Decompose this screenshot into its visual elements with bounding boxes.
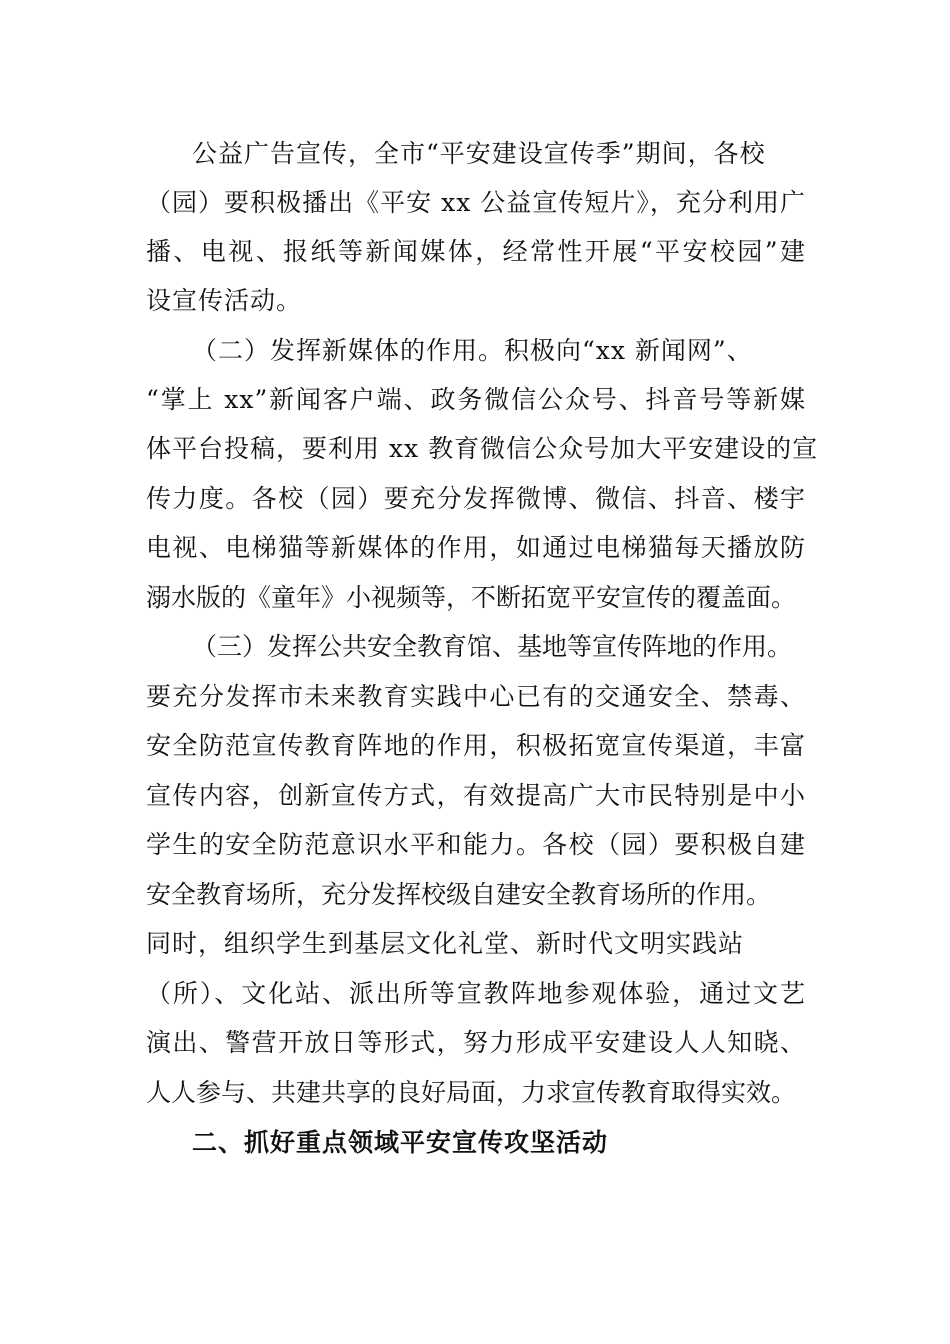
paragraph-line: 电视、电梯猫等新媒体的作用，如通过电梯猫每天播放防	[146, 533, 806, 562]
paragraph-line: 安全教育场所，充分发挥校级自建安全教育场所的作用。	[146, 880, 772, 909]
paragraph-line: 人人参与、共建共享的良好局面，力求宣传教育取得实效。	[146, 1078, 797, 1107]
paragraph-line: （园）要积极播出《平安 xx 公益宣传短片》，充分利用广	[146, 188, 806, 217]
paragraph-line: 宣传内容，创新宣传方式，有效提高广大市民特别是中小	[146, 781, 806, 810]
paragraph-line: 设宣传活动。	[146, 286, 303, 315]
section-heading-2: （二）发挥新媒体的作用。积极向“xx 新闻网”、	[192, 336, 753, 365]
paragraph-line: “掌上 xx”新闻客户端、政务微信公众号、抖音号等新媒	[146, 385, 806, 414]
paragraph-line: 学生的安全防范意识水平和能力。各校（园）要积极自建	[146, 830, 806, 859]
chapter-heading: 二、抓好重点领域平安宣传攻坚活动	[192, 1128, 609, 1157]
section-heading-3: （三）发挥公共安全教育馆、基地等宣传阵地的作用。	[192, 632, 793, 661]
paragraph-line: 要充分发挥市未来教育实践中心已有的交通安全、禁毒、	[146, 682, 806, 711]
paragraph-line: （所）、文化站、派出所等宣教阵地参观体验，通过文艺	[146, 979, 806, 1008]
paragraph-line: 体平台投稿，要利用 xx 教育微信公众号加大平安建设的宣	[146, 434, 819, 463]
paragraph-line: 演出、警营开放日等形式，努力形成平安建设人人知晓、	[146, 1028, 806, 1057]
paragraph-line: 公益广告宣传，全市“平安建设宣传季”期间，各校	[192, 139, 766, 168]
paragraph-line: 安全防范宣传教育阵地的作用，积极拓宽宣传渠道，丰富	[146, 731, 806, 760]
paragraph-line: 传力度。各校（园）要充分发挥微博、微信、抖音、楼宇	[146, 484, 806, 513]
paragraph-line: 播、电视、报纸等新闻媒体，经常性开展“平安校园”建	[146, 237, 806, 266]
paragraph-line: 溺水版的《童年》小视频等，不断拓宽平安宣传的覆盖面。	[146, 583, 797, 612]
paragraph-line: 同时，组织学生到基层文化礼堂、新时代文明实践站	[146, 929, 745, 958]
